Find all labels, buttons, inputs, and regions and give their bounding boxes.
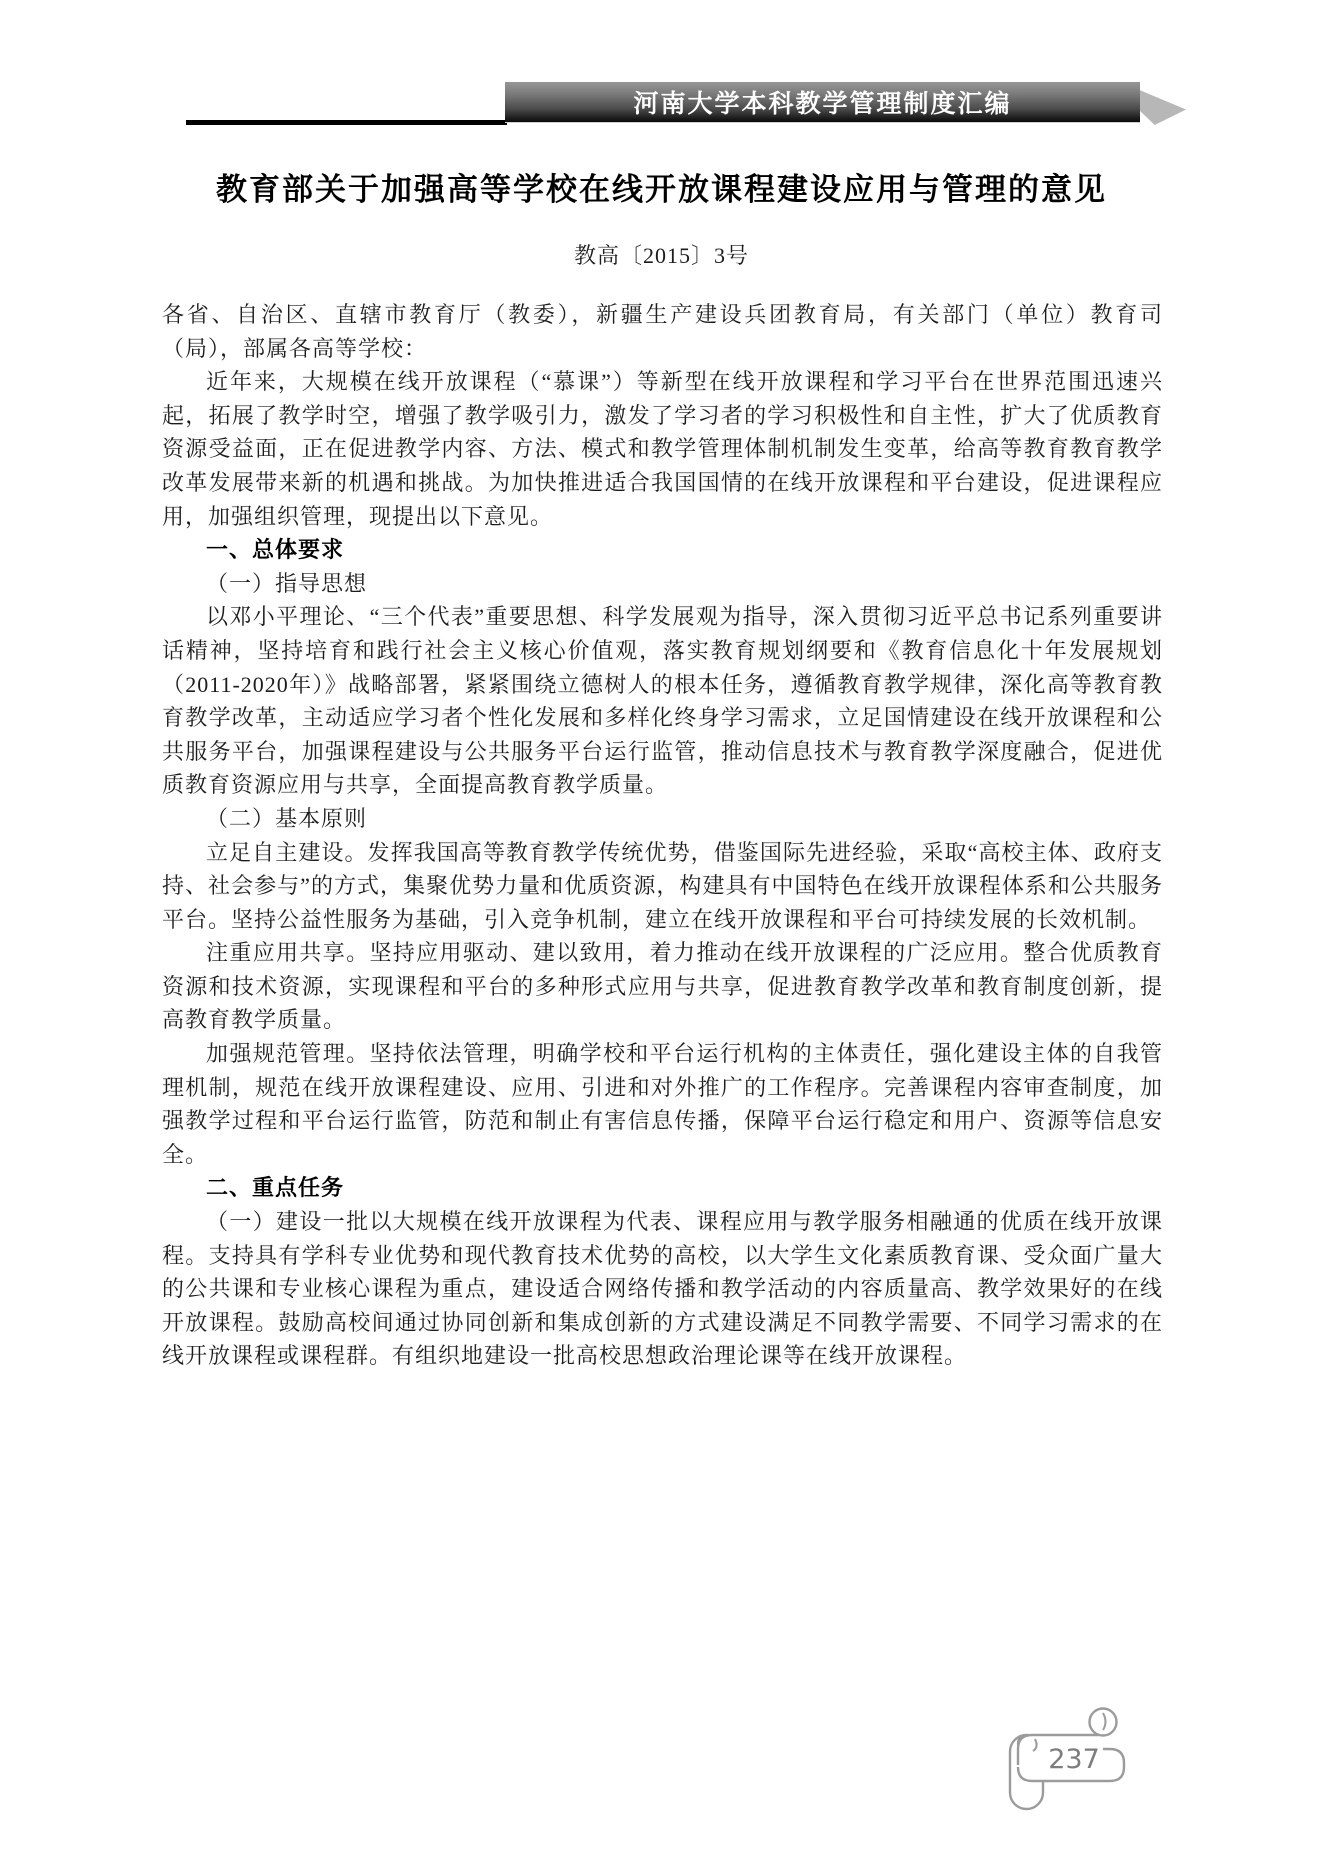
document-number: 教高〔2015〕3号 [573,243,749,268]
banner-tail-decoration [1140,88,1186,125]
header-rule [186,120,507,125]
paragraph-standardized-management: 加强规范管理。坚持依法管理，明确学校和平台运行机构的主体责任，强化建设主体的自我管理机制，规范在线开放课程建设、应用、引进和对外推广的工作程序。完善课程内容审查制度，加强教学过程和平台运行监管，防范和制止有害信息传播，保障平台运行稳定和用户、资源等信息安全。 [162,1041,1163,1167]
paragraph-guiding-ideology: 以邓小平理论、“三个代表”重要思想、科学发展观为指导，深入贯彻习近平总书记系列重要讲话精神，坚持培育和践行社会主义核心价值观，落实教育规划纲要和《教育信息化十年发展规划（2011-2020年）》战略部署，紧紧围绕立德树人的根本任务，遵循教育教学规律，深化高等教育教育教学改革，主动适应学习者个性化发展和多样化终身学习需求，立足国情建设在线开放课程和公共服务平台，加强课程建设与公共服务平台运行监管，推动信息技术与教育教学深度融合，促进优质教育资源应用与共享，全面提高教育教学质量。 [162,604,1163,798]
scroll-right-roll [1090,1709,1117,1736]
section-heading-1: 一、总体要求 [206,537,345,563]
banner-title: 河南大学本科教学管理制度汇编 [633,91,1012,118]
header-banner [505,82,1140,122]
paragraph-intro: 近年来，大规模在线开放课程（“慕课”）等新型在线开放课程和学习平台在世界范围迅速兴起，拓展了教学时空，增强了教学吸引力，激发了学习者的学习积极性和自主性，扩大了优质教育资源受益面，正在促进教学内容、方法、模式和教学管理体制机制发生变革，给高等教育教育教学改革发展带来新的机遇和挑战。为加快推进适合我国国情的在线开放课程和平台建设，促进课程应用，加强组织管理，现提出以下意见。 [162,369,1163,529]
paragraph-independent-construction: 立足自主建设。发挥我国高等教育教学传统优势，借鉴国际先进经验，采取“高校主体、政府支持、社会参与”的方式，集聚优势力量和优质资源，构建具有中国特色在线开放课程体系和公共服务平台。坚持公益性服务为基础，引入竞争机制，建立在线开放课程和平台可持续发展的长效机制。 [162,839,1163,932]
document-title: 教育部关于加强高等学校在线开放课程建设应用与管理的意见 [216,172,1107,207]
subsection-heading-guiding-ideology: （一）指导思想 [206,570,368,596]
subsection-heading-basic-principles: （二）基本原则 [206,805,368,831]
page-number-scroll [1002,1703,1142,1815]
page-number: 237 [1048,1744,1100,1775]
paragraph-application-sharing: 注重应用共享。坚持应用驱动、建以致用，着力推动在线开放课程的广泛应用。整合优质教育资源和技术资源，实现课程和平台的多种形式应用与共享，促进教育教学改革和教育制度创新，提高教育教学质量。 [162,940,1163,1033]
salutation: 各省、自治区、直辖市教育厅（教委），新疆生产建设兵团教育局，有关部门（单位）教育司（局），部属各高等学校： [162,302,1163,361]
document-body [162,298,1163,1373]
section-heading-2: 二、重点任务 [206,1175,345,1201]
paragraph-key-tasks-1: （一）建设一批以大规模在线开放课程为代表、课程应用与教学服务相融通的优质在线开放课程。支持具有学科专业优势和现代教育技术优势的高校，以大学生文化素质教育课、受众面广量大的公共课和专业核心课程为重点，建设适合网络传播和教学活动的内容质量高、教学效果好的在线开放课程。鼓励高校间通过协同创新和集成创新的方式建设满足不同教学需要、不同学习需求的在线开放课程或课程群。有组织地建设一批高校思想政治理论课等在线开放课程。 [162,1209,1163,1369]
